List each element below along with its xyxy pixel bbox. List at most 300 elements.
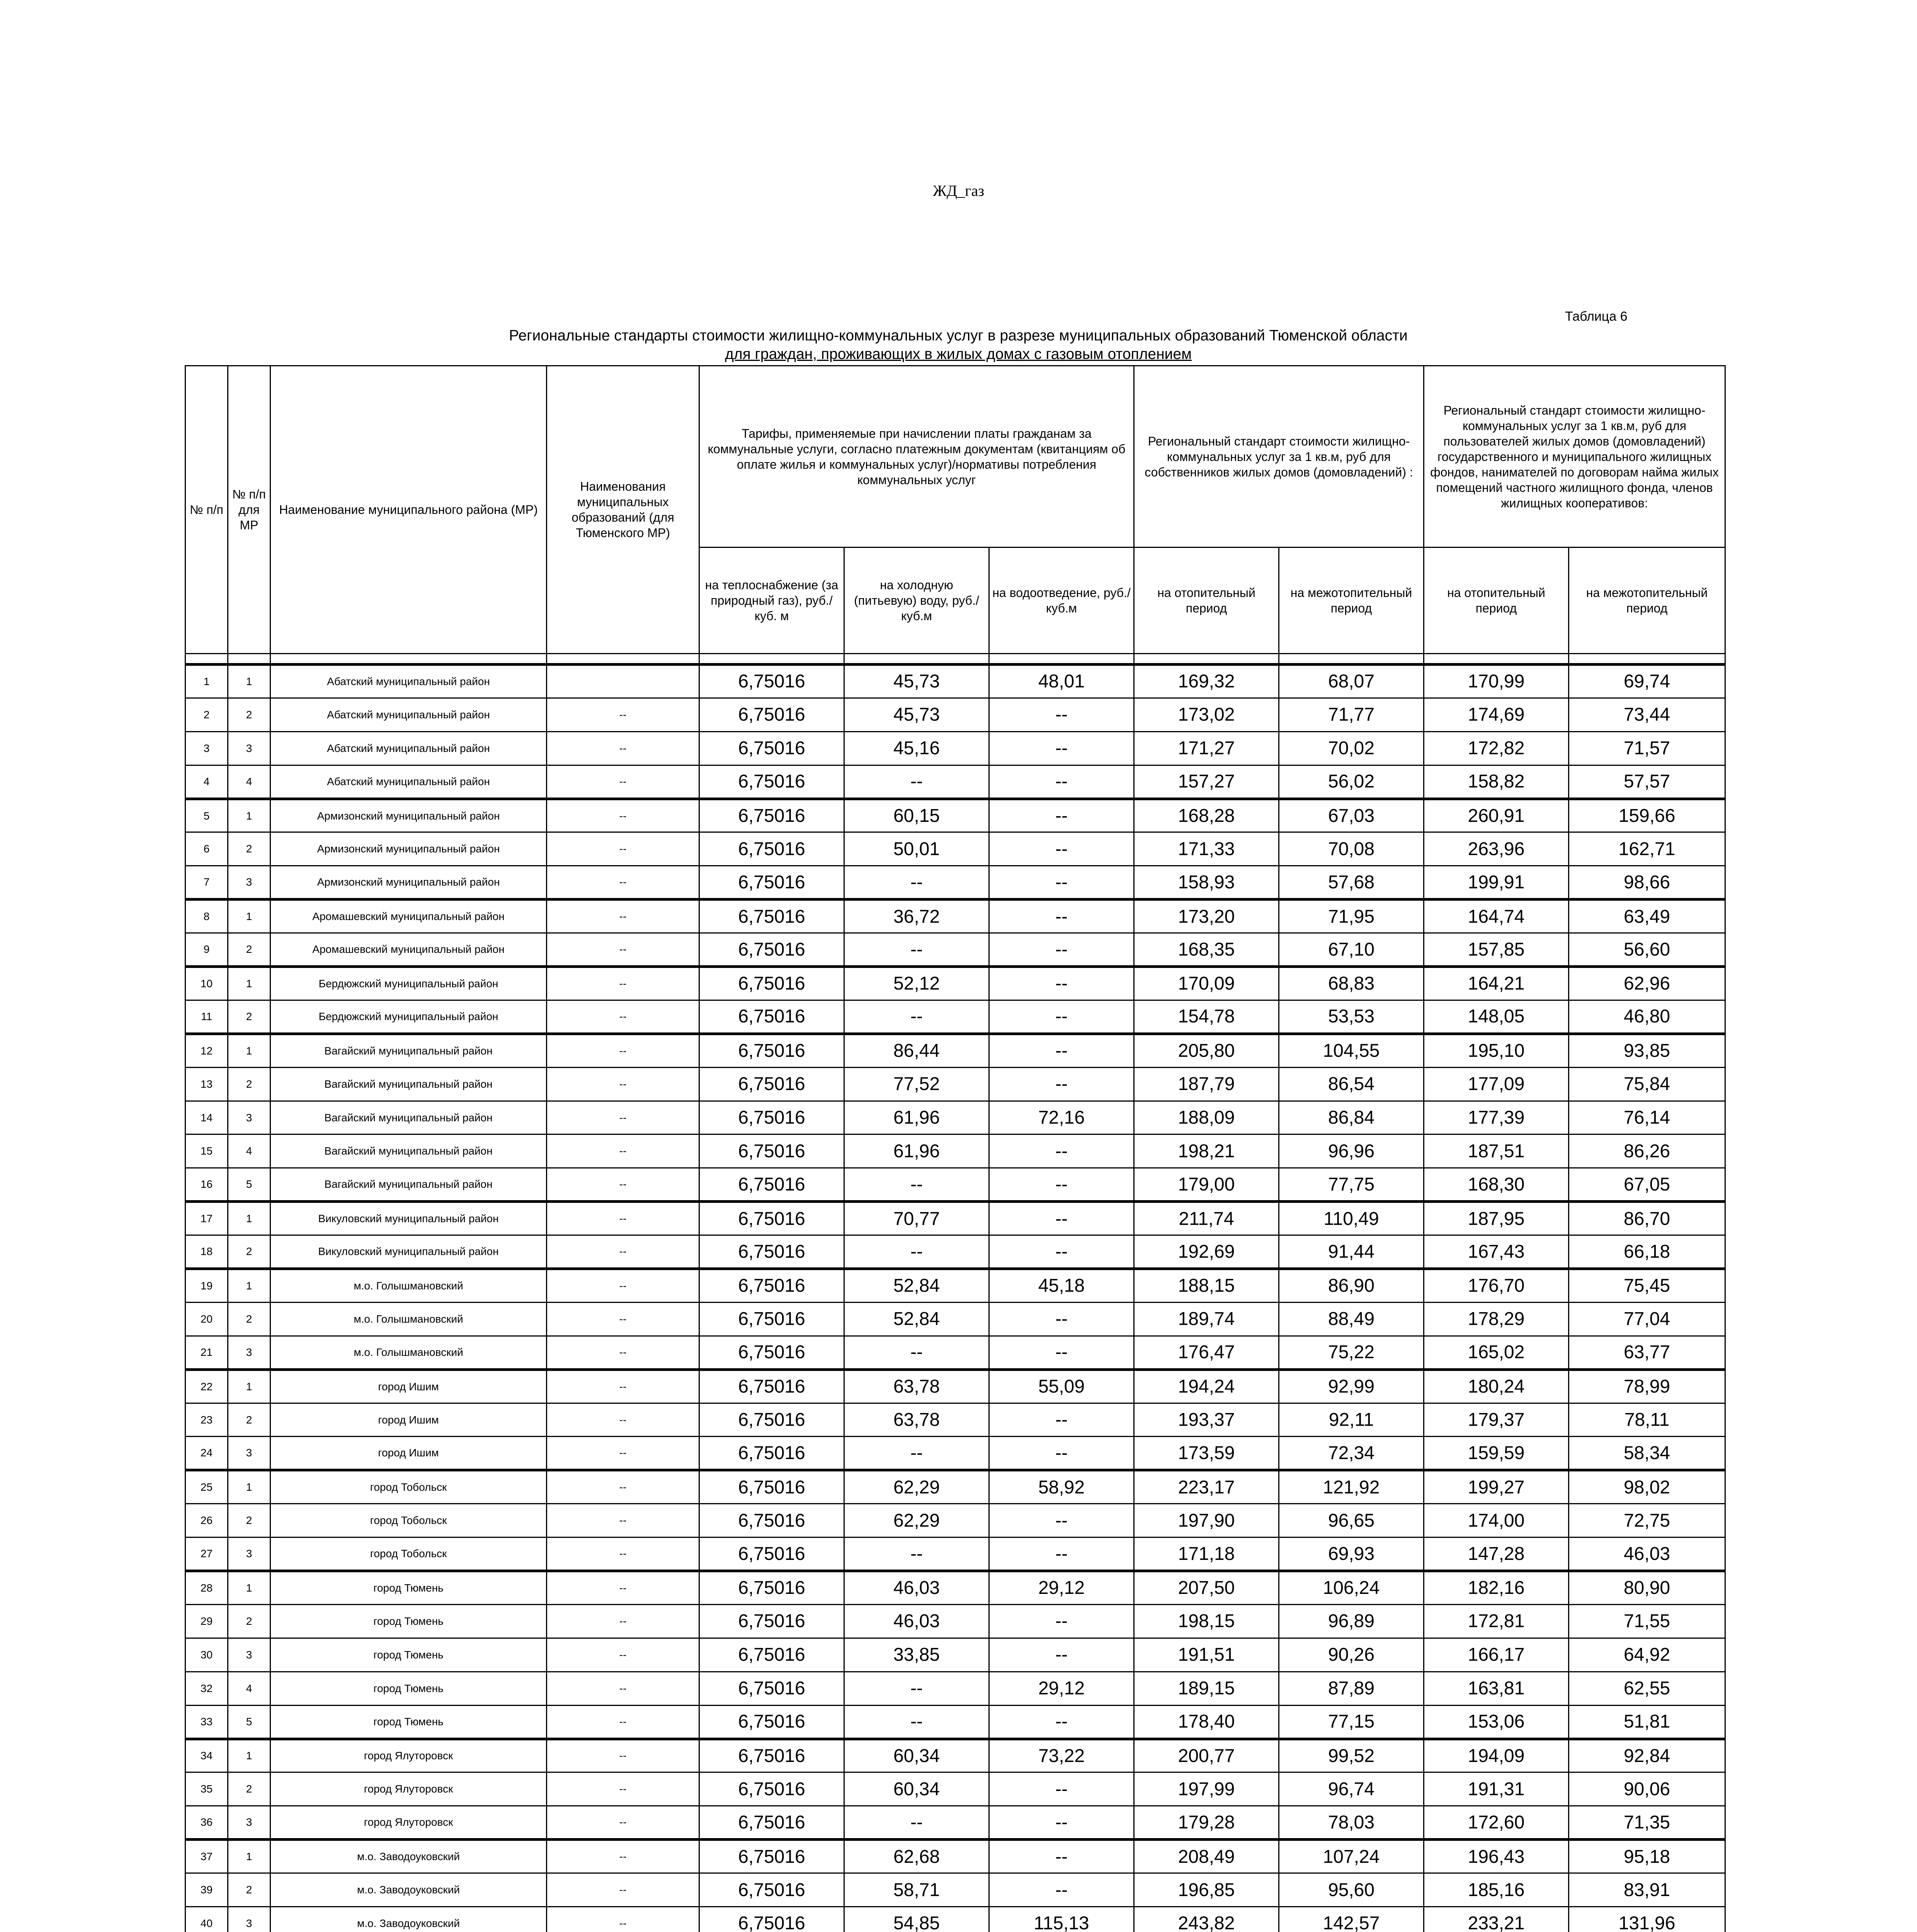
cell-drainage: 45,18	[989, 1269, 1134, 1303]
cell-heat: 6,75016	[699, 1134, 844, 1168]
cell-heat: 6,75016	[699, 1604, 844, 1638]
cell-owners-heating: 189,74	[1134, 1302, 1279, 1336]
cell-district: Бердюжский муниципальный район	[270, 967, 547, 1000]
cell-tenants-non-heating: 62,55	[1569, 1672, 1725, 1705]
cell-owners-non-heating: 68,07	[1279, 665, 1424, 698]
cell-heat: 6,75016	[699, 967, 844, 1000]
cell-num-mr: 2	[228, 933, 270, 967]
cell-tenants-heating: 172,60	[1424, 1806, 1569, 1840]
table-row	[185, 1369, 1725, 1403]
cell-district: Абатский муниципальный район	[270, 698, 547, 731]
cell-num: 8	[185, 900, 228, 933]
cell-municipality: --	[547, 1504, 699, 1537]
cell-cold-water: 52,84	[844, 1302, 989, 1336]
cell-district: Абатский муниципальный район	[270, 765, 547, 799]
cell-owners-heating: 211,74	[1134, 1202, 1279, 1235]
cell-municipality: --	[547, 1369, 699, 1403]
cell-heat: 6,75016	[699, 1638, 844, 1672]
cell-tenants-heating: 164,74	[1424, 900, 1569, 933]
cell-cold-water: --	[844, 1336, 989, 1369]
cell-cold-water: 58,71	[844, 1873, 989, 1907]
cell-tenants-non-heating: 95,18	[1569, 1840, 1725, 1873]
cell-num-mr: 4	[228, 1672, 270, 1705]
cell-municipality: --	[547, 1336, 699, 1369]
cell-owners-heating: 197,99	[1134, 1772, 1279, 1806]
cell-cold-water: 63,78	[844, 1369, 989, 1403]
col-header-owners: Региональный стандарт стоимости жилищно-коммунальных услуг за 1 кв.м, руб для собственников жилых домов (домовладений) :	[1134, 366, 1424, 548]
cell-tenants-heating: 174,69	[1424, 698, 1569, 731]
cell-drainage: 73,22	[989, 1739, 1134, 1772]
cell-heat: 6,75016	[699, 1202, 844, 1235]
table-label: Таблица 6	[1565, 309, 1628, 324]
cell-tenants-heating: 199,27	[1424, 1470, 1569, 1504]
cell-drainage: --	[989, 799, 1134, 832]
cell-municipality: --	[547, 1806, 699, 1840]
cell-heat: 6,75016	[699, 1235, 844, 1269]
cell-district: Вагайский муниципальный район	[270, 1034, 547, 1067]
cell-num-mr: 2	[228, 1403, 270, 1437]
cell-municipality: --	[547, 1000, 699, 1034]
cell-tenants-heating: 199,91	[1424, 866, 1569, 900]
cell-owners-non-heating: 77,75	[1279, 1168, 1424, 1202]
col-header-num: № п/п	[185, 366, 228, 654]
cell-tenants-heating: 166,17	[1424, 1638, 1569, 1672]
cell-num: 34	[185, 1739, 228, 1772]
cell-heat: 6,75016	[699, 1571, 844, 1605]
table-row	[185, 1739, 1725, 1772]
cell-num-mr: 2	[228, 1302, 270, 1336]
cell-tenants-non-heating: 46,03	[1569, 1537, 1725, 1571]
cell-tenants-non-heating: 64,92	[1569, 1638, 1725, 1672]
cell-municipality: --	[547, 1168, 699, 1202]
cell-drainage: 115,13	[989, 1906, 1134, 1932]
document-title	[185, 327, 1731, 364]
col-header-tenants: Региональный стандарт стоимости жилищно-коммунальных услуг за 1 кв.м, руб для пользователей жилых домов (домовладений) государственного и муниципального жилищных фондов, нанимателей по договорам найма жилых помещений частного жилищного фонда, членов жилищных кооперативов:	[1424, 366, 1725, 548]
cell-heat: 6,75016	[699, 933, 844, 967]
table-row	[185, 1437, 1725, 1470]
cell-cold-water: 50,01	[844, 832, 989, 866]
cell-tenants-heating: 177,39	[1424, 1101, 1569, 1134]
cell-tenants-non-heating: 51,81	[1569, 1705, 1725, 1739]
cell-tenants-heating: 172,82	[1424, 731, 1569, 765]
cell-municipality: --	[547, 1873, 699, 1907]
cell-tenants-heating: 153,06	[1424, 1705, 1569, 1739]
cell-owners-heating: 198,21	[1134, 1134, 1279, 1168]
cell-cold-water: 70,77	[844, 1202, 989, 1235]
cell-drainage: --	[989, 1604, 1134, 1638]
cell-district: город Тюмень	[270, 1672, 547, 1705]
cell-district: Викуловский муниципальный район	[270, 1235, 547, 1269]
table-row	[185, 1235, 1725, 1269]
cell-district: Армизонский муниципальный район	[270, 866, 547, 900]
cell-heat: 6,75016	[699, 900, 844, 933]
cell-heat: 6,75016	[699, 1672, 844, 1705]
cell-owners-non-heating: 96,96	[1279, 1134, 1424, 1168]
cell-municipality: --	[547, 1437, 699, 1470]
cell-num-mr: 5	[228, 1168, 270, 1202]
cell-owners-heating: 187,79	[1134, 1067, 1279, 1101]
cell-district: м.о. Заводоуковский	[270, 1906, 547, 1932]
cell-cold-water: 77,52	[844, 1067, 989, 1101]
cell-district: Абатский муниципальный район	[270, 665, 547, 698]
cell-municipality: --	[547, 832, 699, 866]
cell-owners-non-heating: 70,08	[1279, 832, 1424, 866]
cell-num: 23	[185, 1403, 228, 1437]
table-row	[185, 832, 1725, 866]
cell-owners-heating: 196,85	[1134, 1873, 1279, 1907]
cell-owners-non-heating: 77,15	[1279, 1705, 1424, 1739]
cell-district: город Тюмень	[270, 1638, 547, 1672]
cell-tenants-heating: 191,31	[1424, 1772, 1569, 1806]
cell-num-mr: 1	[228, 1470, 270, 1504]
cell-owners-heating: 157,27	[1134, 765, 1279, 799]
cell-owners-non-heating: 96,89	[1279, 1604, 1424, 1638]
cell-heat: 6,75016	[699, 866, 844, 900]
cell-district: м.о. Голышмановский	[270, 1269, 547, 1303]
cell-drainage: --	[989, 1705, 1134, 1739]
sheet-name: ЖД_газ	[932, 182, 985, 199]
cell-num-mr: 2	[228, 1873, 270, 1907]
cell-municipality: --	[547, 866, 699, 900]
table-row	[185, 665, 1725, 698]
cell-num-mr: 2	[228, 832, 270, 866]
cell-drainage: --	[989, 967, 1134, 1000]
cell-owners-non-heating: 67,03	[1279, 799, 1424, 832]
table-row	[185, 1806, 1725, 1840]
cell-owners-heating: 191,51	[1134, 1638, 1279, 1672]
cell-district: м.о. Заводоуковский	[270, 1840, 547, 1873]
cell-owners-non-heating: 99,52	[1279, 1739, 1424, 1772]
cell-district: город Тюмень	[270, 1705, 547, 1739]
cell-num-mr: 3	[228, 1537, 270, 1571]
header-row-1	[185, 366, 1725, 548]
cell-num-mr: 2	[228, 1067, 270, 1101]
cell-tenants-heating: 159,59	[1424, 1437, 1569, 1470]
cell-drainage: --	[989, 933, 1134, 967]
cell-cold-water: 60,34	[844, 1772, 989, 1806]
table-row	[185, 1672, 1725, 1705]
cell-cold-water: 54,85	[844, 1906, 989, 1932]
cell-tenants-non-heating: 78,11	[1569, 1403, 1725, 1437]
cell-municipality: --	[547, 765, 699, 799]
cell-district: город Ялуторовск	[270, 1806, 547, 1840]
cell-district: м.о. Голышмановский	[270, 1302, 547, 1336]
cell-tenants-non-heating: 72,75	[1569, 1504, 1725, 1537]
cell-municipality: --	[547, 1470, 699, 1504]
cell-owners-non-heating: 67,10	[1279, 933, 1424, 967]
cell-drainage: --	[989, 1772, 1134, 1806]
cell-district: город Ишим	[270, 1369, 547, 1403]
cell-heat: 6,75016	[699, 799, 844, 832]
cell-num: 28	[185, 1571, 228, 1605]
cell-municipality: --	[547, 731, 699, 765]
cell-num: 9	[185, 933, 228, 967]
cell-tenants-heating: 157,85	[1424, 933, 1569, 967]
cell-tenants-non-heating: 80,90	[1569, 1571, 1725, 1605]
cell-tenants-heating: 167,43	[1424, 1235, 1569, 1269]
cell-municipality: --	[547, 698, 699, 731]
cell-num: 16	[185, 1168, 228, 1202]
table-row	[185, 1906, 1725, 1932]
cell-tenants-non-heating: 73,44	[1569, 698, 1725, 731]
cell-drainage: --	[989, 866, 1134, 900]
cell-num: 22	[185, 1369, 228, 1403]
table-row	[185, 1202, 1725, 1235]
cell-num-mr: 1	[228, 665, 270, 698]
cell-owners-non-heating: 106,24	[1279, 1571, 1424, 1605]
cell-municipality: --	[547, 1134, 699, 1168]
table-row	[185, 1638, 1725, 1672]
cell-num: 13	[185, 1067, 228, 1101]
cell-municipality: --	[547, 900, 699, 933]
cell-owners-non-heating: 96,65	[1279, 1504, 1424, 1537]
cell-num: 40	[185, 1906, 228, 1932]
cell-drainage: --	[989, 1437, 1134, 1470]
cell-district: Викуловский муниципальный район	[270, 1202, 547, 1235]
cell-num: 21	[185, 1336, 228, 1369]
cell-num: 36	[185, 1806, 228, 1840]
table-row	[185, 1302, 1725, 1336]
cell-municipality: --	[547, 1840, 699, 1873]
cell-heat: 6,75016	[699, 1504, 844, 1537]
cell-num: 18	[185, 1235, 228, 1269]
cell-municipality: --	[547, 1101, 699, 1134]
cell-cold-water: 86,44	[844, 1034, 989, 1067]
cell-drainage: --	[989, 1873, 1134, 1907]
cell-tenants-non-heating: 71,35	[1569, 1806, 1725, 1840]
cell-heat: 6,75016	[699, 1269, 844, 1303]
cell-num: 25	[185, 1470, 228, 1504]
col-header-tariffs: Тарифы, применяемые при начислении платы гражданам за коммунальные услуги, согласно платежным документам (квитанциям об оплате жилья и коммунальных услуг)/нормативы потребления коммунальных услуг	[699, 366, 1134, 548]
cell-owners-non-heating: 86,54	[1279, 1067, 1424, 1101]
cell-owners-non-heating: 86,84	[1279, 1101, 1424, 1134]
cell-cold-water: 60,34	[844, 1739, 989, 1772]
table-row	[185, 1772, 1725, 1806]
cell-owners-heating: 169,32	[1134, 665, 1279, 698]
cell-num: 35	[185, 1772, 228, 1806]
cell-drainage: 58,92	[989, 1470, 1134, 1504]
cell-tenants-non-heating: 75,84	[1569, 1067, 1725, 1101]
cell-tenants-non-heating: 69,74	[1569, 665, 1725, 698]
cell-tenants-heating: 165,02	[1424, 1336, 1569, 1369]
cell-tenants-non-heating: 66,18	[1569, 1235, 1725, 1269]
cell-tenants-heating: 195,10	[1424, 1034, 1569, 1067]
table-row	[185, 1000, 1725, 1034]
cell-drainage: --	[989, 1336, 1134, 1369]
cell-num-mr: 2	[228, 1504, 270, 1537]
cell-heat: 6,75016	[699, 1168, 844, 1202]
cell-num: 32	[185, 1672, 228, 1705]
table-row	[185, 1034, 1725, 1067]
cell-heat: 6,75016	[699, 731, 844, 765]
cell-district: город Тобольск	[270, 1504, 547, 1537]
cell-district: город Тобольск	[270, 1470, 547, 1504]
cell-owners-heating: 243,82	[1134, 1906, 1279, 1932]
cell-tenants-non-heating: 162,71	[1569, 832, 1725, 866]
cell-owners-non-heating: 71,95	[1279, 900, 1424, 933]
cell-municipality	[547, 665, 699, 698]
cell-owners-heating: 223,17	[1134, 1470, 1279, 1504]
col-header-num-mr: № п/п для МР	[228, 366, 270, 654]
table-row	[185, 1403, 1725, 1437]
cell-num-mr: 2	[228, 1235, 270, 1269]
cell-drainage: --	[989, 698, 1134, 731]
col-header-cold-water: на холодную (питьевую) воду, руб./куб.м	[844, 548, 989, 654]
cell-municipality: --	[547, 1537, 699, 1571]
cell-tenants-heating: 164,21	[1424, 967, 1569, 1000]
cell-heat: 6,75016	[699, 1000, 844, 1034]
cell-cold-water: --	[844, 765, 989, 799]
cell-num: 17	[185, 1202, 228, 1235]
cell-heat: 6,75016	[699, 1906, 844, 1932]
cell-heat: 6,75016	[699, 1302, 844, 1336]
cell-cold-water: 52,12	[844, 967, 989, 1000]
cell-district: Вагайский муниципальный район	[270, 1101, 547, 1134]
header-spacer	[185, 654, 1725, 665]
cell-heat: 6,75016	[699, 1772, 844, 1806]
cell-num: 1	[185, 665, 228, 698]
cell-district: Аромашевский муниципальный район	[270, 933, 547, 967]
cell-drainage: --	[989, 1235, 1134, 1269]
cell-municipality: --	[547, 1672, 699, 1705]
cell-drainage: --	[989, 1168, 1134, 1202]
cell-heat: 6,75016	[699, 832, 844, 866]
cell-num-mr: 3	[228, 731, 270, 765]
cell-cold-water: 52,84	[844, 1269, 989, 1303]
table-row	[185, 866, 1725, 900]
cell-owners-heating: 188,09	[1134, 1101, 1279, 1134]
cell-drainage: 29,12	[989, 1571, 1134, 1605]
cell-municipality: --	[547, 1772, 699, 1806]
cell-cold-water: 60,15	[844, 799, 989, 832]
cell-owners-heating: 173,20	[1134, 900, 1279, 933]
cell-tenants-non-heating: 62,96	[1569, 967, 1725, 1000]
cell-municipality: --	[547, 1202, 699, 1235]
cell-district: город Ишим	[270, 1403, 547, 1437]
cell-owners-non-heating: 70,02	[1279, 731, 1424, 765]
cell-owners-non-heating: 95,60	[1279, 1873, 1424, 1907]
cell-cold-water: 62,29	[844, 1504, 989, 1537]
table-row	[185, 799, 1725, 832]
cell-tenants-heating: 147,28	[1424, 1537, 1569, 1571]
cell-municipality: --	[547, 1604, 699, 1638]
cell-district: Армизонский муниципальный район	[270, 832, 547, 866]
cell-municipality: --	[547, 1067, 699, 1101]
cell-municipality: --	[547, 1906, 699, 1932]
cell-cold-water: 63,78	[844, 1403, 989, 1437]
cell-tenants-non-heating: 86,70	[1569, 1202, 1725, 1235]
cell-tenants-heating: 168,30	[1424, 1168, 1569, 1202]
cell-tenants-heating: 179,37	[1424, 1403, 1569, 1437]
cell-num-mr: 2	[228, 1772, 270, 1806]
cell-tenants-non-heating: 92,84	[1569, 1739, 1725, 1772]
table-row	[185, 1101, 1725, 1134]
cell-drainage: --	[989, 1034, 1134, 1067]
cell-district: м.о. Голышмановский	[270, 1336, 547, 1369]
cell-num-mr: 1	[228, 967, 270, 1000]
cell-cold-water: --	[844, 1672, 989, 1705]
cell-drainage: --	[989, 1000, 1134, 1034]
cell-owners-non-heating: 71,77	[1279, 698, 1424, 731]
cell-tenants-heating: 260,91	[1424, 799, 1569, 832]
cell-drainage: --	[989, 765, 1134, 799]
col-header-drainage: на водоотведение, руб./куб.м	[989, 548, 1134, 654]
cell-num-mr: 3	[228, 1437, 270, 1470]
cell-district: город Тобольск	[270, 1537, 547, 1571]
cell-cold-water: --	[844, 1705, 989, 1739]
title-line-1: Региональные стандарты стоимости жилищно-коммунальных услуг в разрезе муниципальных образований Тюменской области	[509, 327, 1408, 344]
cell-cold-water: 36,72	[844, 900, 989, 933]
cell-owners-non-heating: 92,11	[1279, 1403, 1424, 1437]
cell-owners-non-heating: 121,92	[1279, 1470, 1424, 1504]
table-row	[185, 933, 1725, 967]
cell-district: город Тюмень	[270, 1571, 547, 1605]
cell-owners-heating: 173,59	[1134, 1437, 1279, 1470]
cell-owners-heating: 197,90	[1134, 1504, 1279, 1537]
cell-heat: 6,75016	[699, 1369, 844, 1403]
cell-owners-heating: 193,37	[1134, 1403, 1279, 1437]
cell-district: город Тюмень	[270, 1604, 547, 1638]
table-row	[185, 765, 1725, 799]
cell-num: 26	[185, 1504, 228, 1537]
cell-tenants-heating: 196,43	[1424, 1840, 1569, 1873]
cell-tenants-non-heating: 77,04	[1569, 1302, 1725, 1336]
cell-cold-water: 62,29	[844, 1470, 989, 1504]
cell-owners-heating: 198,15	[1134, 1604, 1279, 1638]
cell-heat: 6,75016	[699, 1034, 844, 1067]
cell-tenants-heating: 177,09	[1424, 1067, 1569, 1101]
cell-tenants-heating: 194,09	[1424, 1739, 1569, 1772]
cell-num-mr: 3	[228, 1906, 270, 1932]
cell-num: 3	[185, 731, 228, 765]
cell-municipality: --	[547, 1034, 699, 1067]
cell-owners-non-heating: 90,26	[1279, 1638, 1424, 1672]
cell-municipality: --	[547, 1739, 699, 1772]
cell-num-mr: 2	[228, 698, 270, 731]
cell-num: 20	[185, 1302, 228, 1336]
cell-num: 5	[185, 799, 228, 832]
cell-num: 24	[185, 1437, 228, 1470]
table-row	[185, 1873, 1725, 1907]
cell-tenants-non-heating: 90,06	[1569, 1772, 1725, 1806]
cell-owners-non-heating: 110,49	[1279, 1202, 1424, 1235]
col-header-municipality: Наименования муниципальных образований (для Тюменского МР)	[547, 366, 699, 654]
cell-cold-water: --	[844, 1235, 989, 1269]
cell-drainage: 29,12	[989, 1672, 1134, 1705]
table-row	[185, 1604, 1725, 1638]
cell-num-mr: 3	[228, 866, 270, 900]
cell-owners-non-heating: 69,93	[1279, 1537, 1424, 1571]
title-line-2: для граждан, проживающих в жилых домах с газовым отоплением	[725, 346, 1192, 362]
cell-num-mr: 2	[228, 1604, 270, 1638]
cell-num: 37	[185, 1840, 228, 1873]
cell-owners-non-heating: 57,68	[1279, 866, 1424, 900]
cell-district: Вагайский муниципальный район	[270, 1067, 547, 1101]
cell-cold-water: --	[844, 933, 989, 967]
cell-drainage: --	[989, 731, 1134, 765]
cell-tenants-non-heating: 93,85	[1569, 1034, 1725, 1067]
cell-drainage: --	[989, 1537, 1134, 1571]
cell-owners-heating: 171,27	[1134, 731, 1279, 765]
cell-owners-non-heating: 104,55	[1279, 1034, 1424, 1067]
cell-owners-non-heating: 142,57	[1279, 1906, 1424, 1932]
table-row	[185, 731, 1725, 765]
cell-tenants-heating: 233,21	[1424, 1906, 1569, 1932]
cell-num-mr: 1	[228, 1840, 270, 1873]
cell-heat: 6,75016	[699, 1806, 844, 1840]
cell-num-mr: 1	[228, 1202, 270, 1235]
table-row	[185, 967, 1725, 1000]
